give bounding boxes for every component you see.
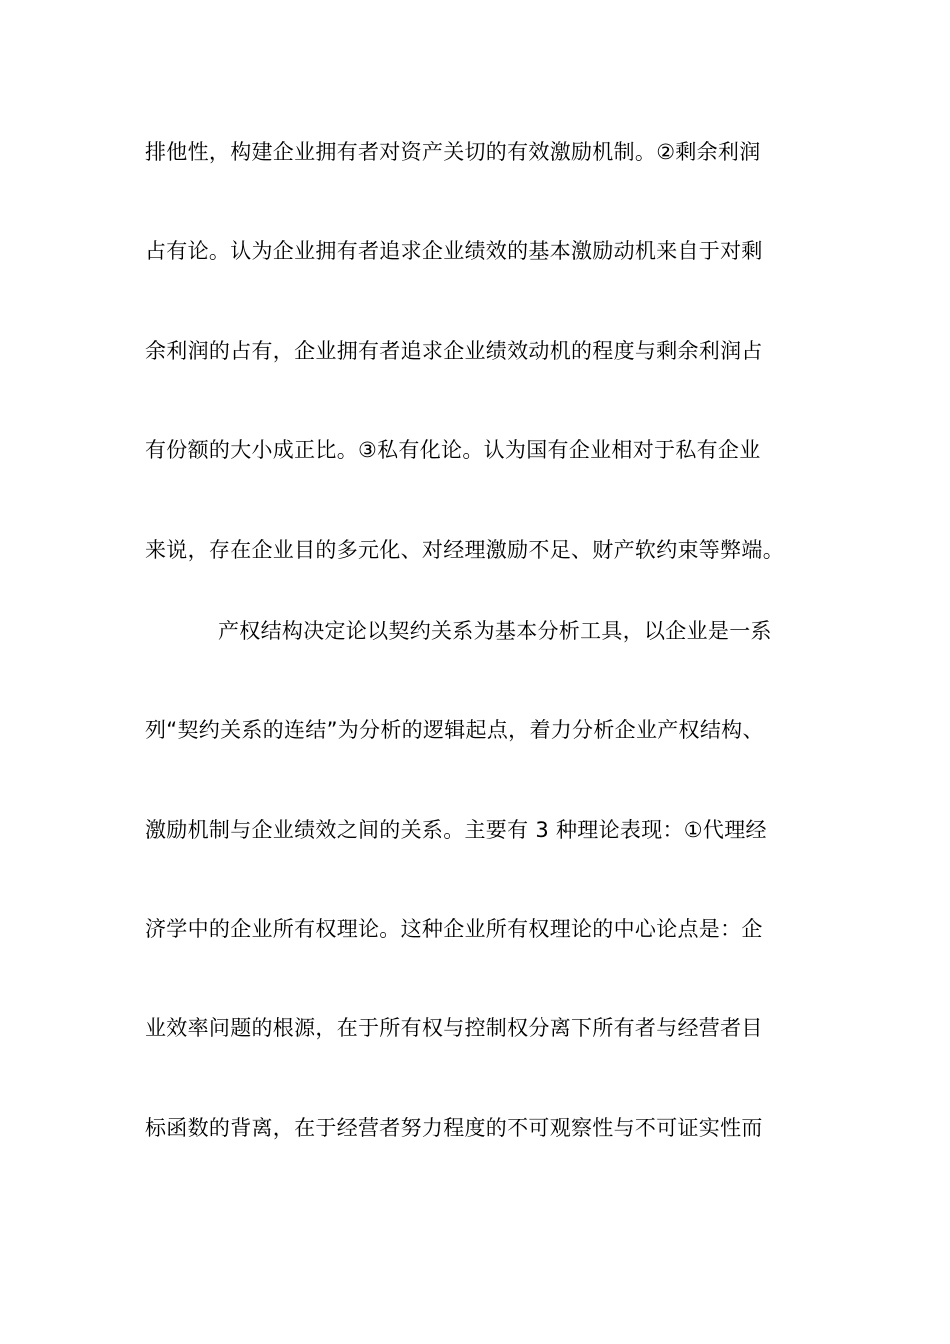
paragraph-first-line: 产权结构决定论以契约关系为基本分析工具，以企业是一系 xyxy=(218,619,772,643)
text-line: 排他性，构建企业拥有者对资产关切的有效激励机制。②剩余利润 xyxy=(145,140,761,164)
text-line: 余利润的占有，企业拥有者追求企业绩效动机的程度与剩余利润占 xyxy=(145,339,763,363)
text-line: 占有论。认为企业拥有者追求企业绩效的基本激励动机来自于对剩 xyxy=(145,239,763,263)
text-line: 有份额的大小成正比。③私有化论。认为国有企业相对于私有企业 xyxy=(145,438,761,462)
text-line: 济学中的企业所有权理论。这种企业所有权理论的中心论点是：企 xyxy=(145,917,763,941)
text-line: 激励机制与企业绩效之间的关系。主要有 3 种理论表现：①代理经 xyxy=(145,818,767,842)
text-line: 业效率问题的根源，在于所有权与控制权分离下所有者与经营者目 xyxy=(145,1016,763,1040)
text-line: 标函数的背离，在于经营者努力程度的不可观察性与不可证实性而 xyxy=(145,1116,763,1140)
text-line: 列“契约关系的连结”为分析的逻辑起点，着力分析企业产权结构、 xyxy=(145,718,764,742)
text-line: 来说，存在企业目的多元化、对经理激励不足、财产软约束等弊端。 xyxy=(145,538,784,562)
